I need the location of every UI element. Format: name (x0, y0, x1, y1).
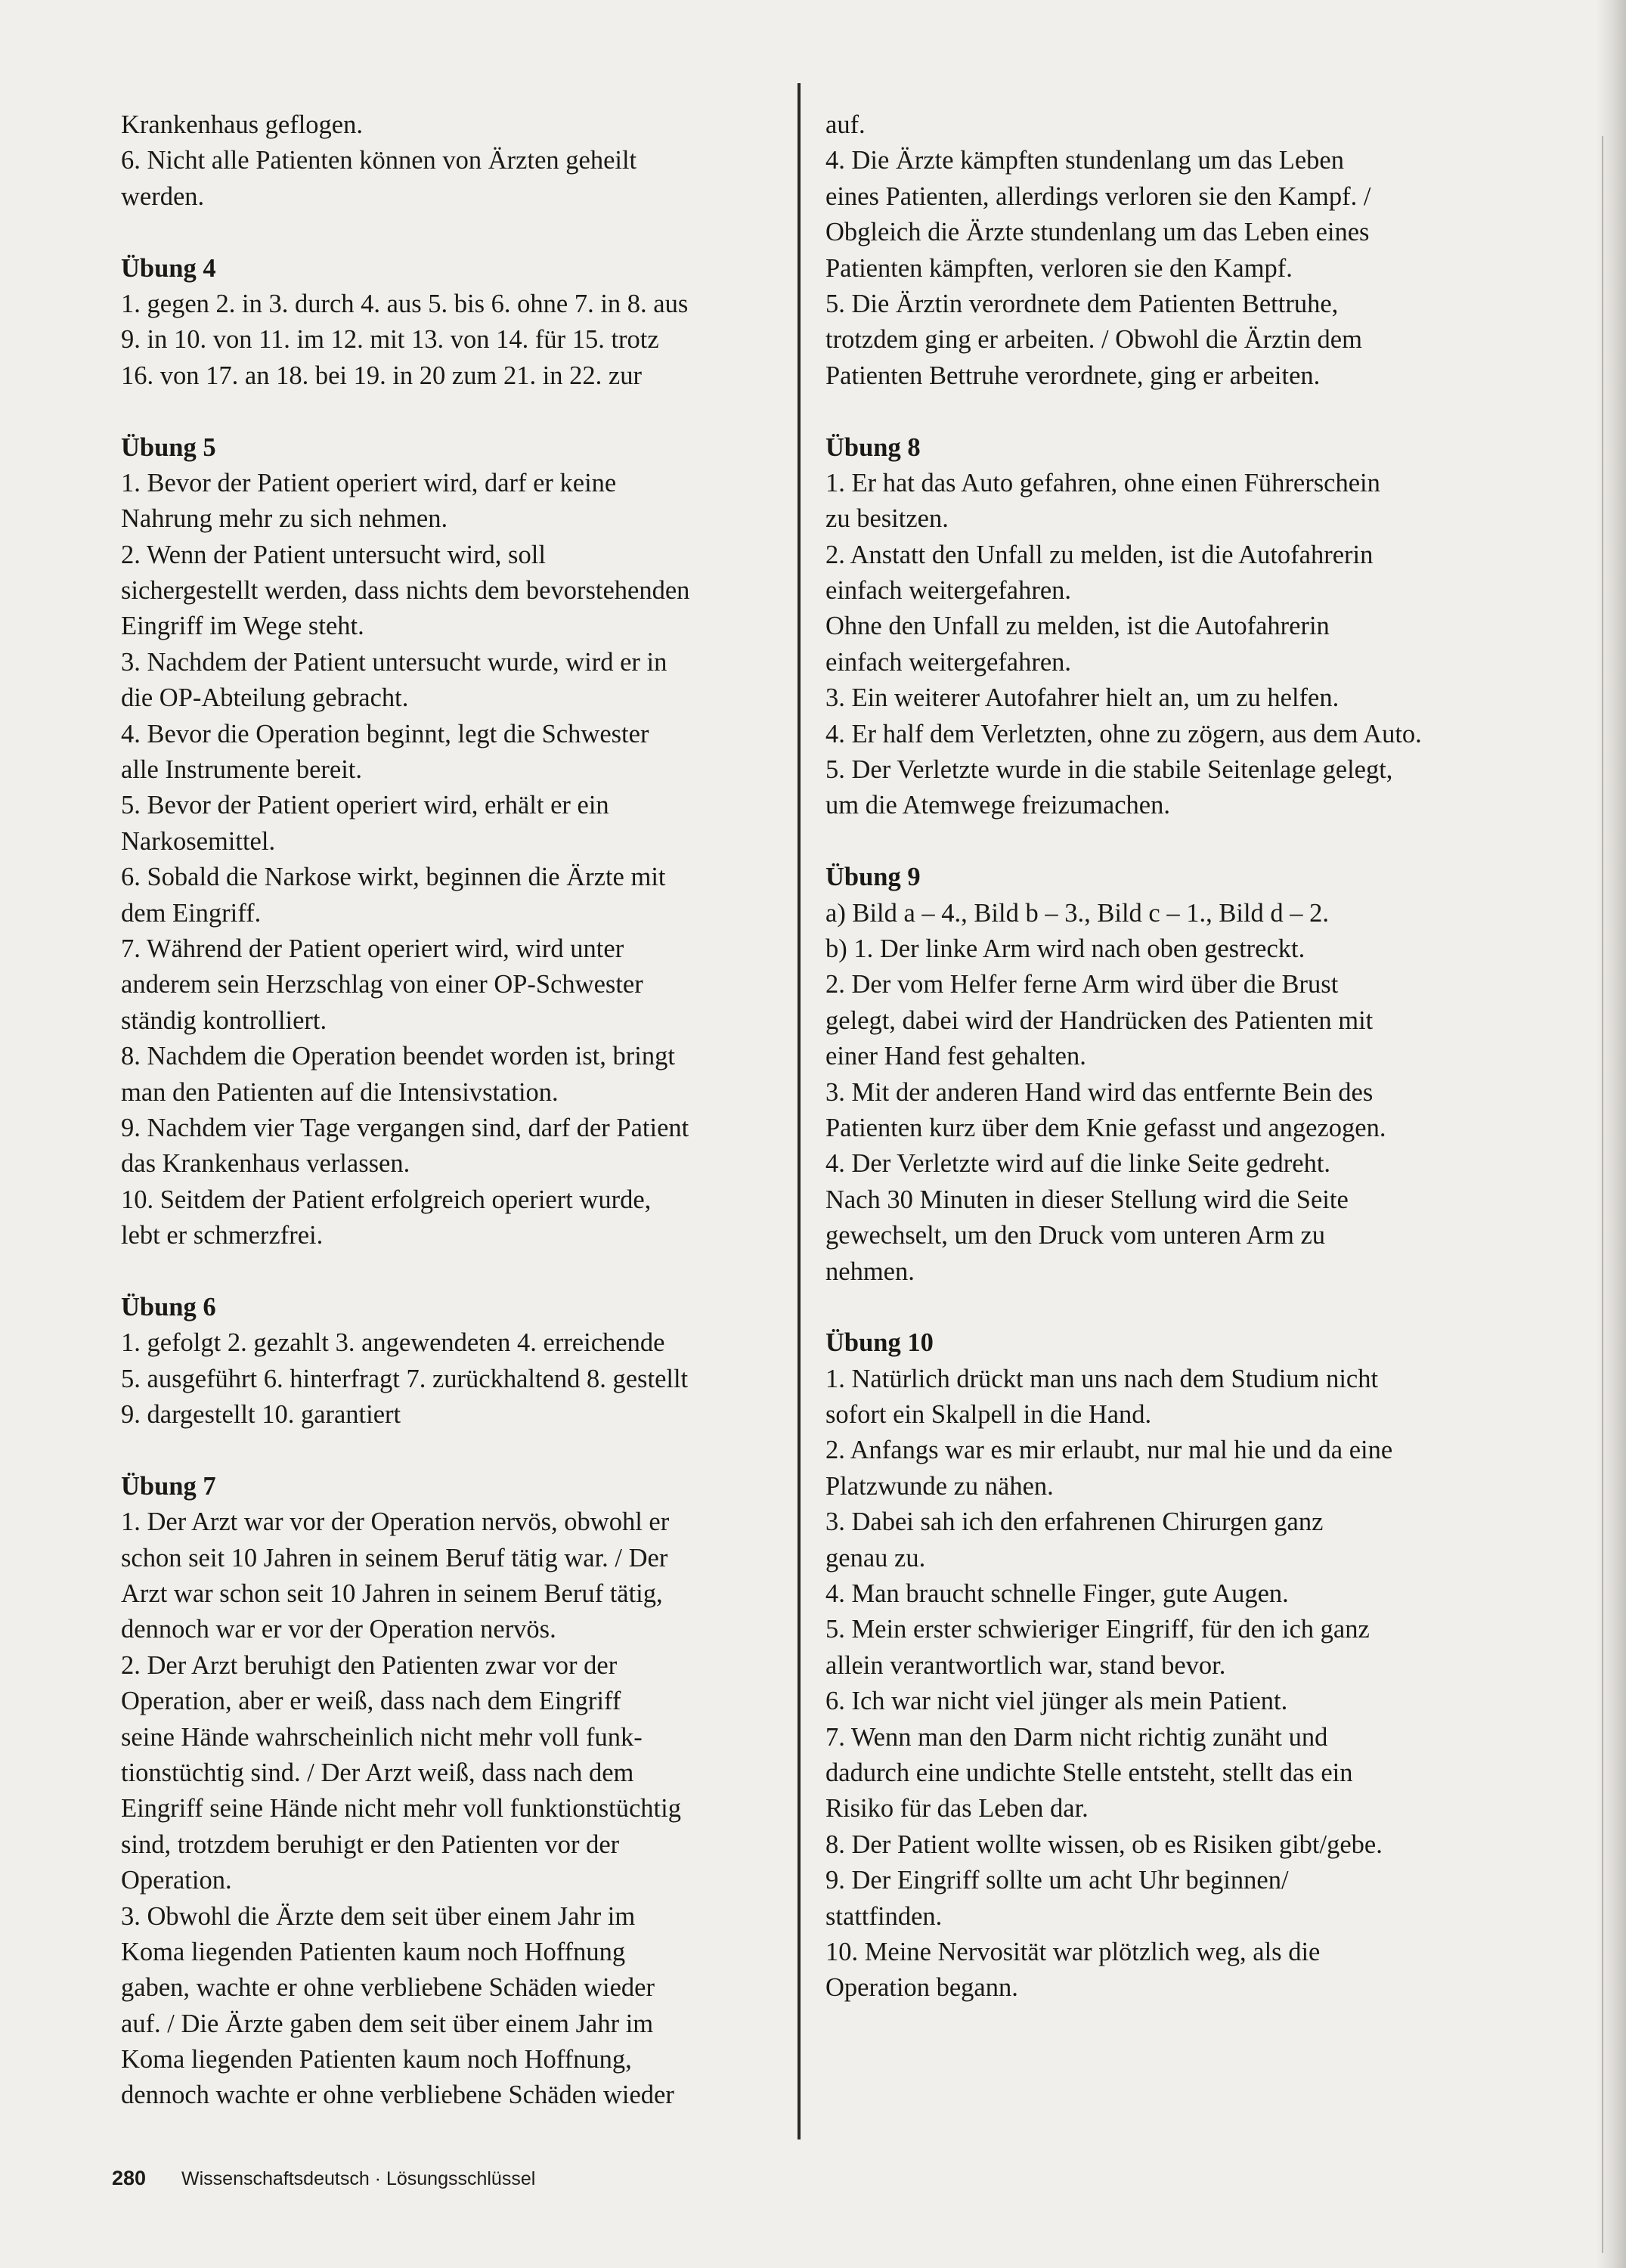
text-line: 2. Anstatt den Unfall zu melden, ist die Autofahrerin (825, 540, 1374, 569)
page-edge-shadow (1596, 0, 1626, 2268)
text-line: 8. Nachdem die Operation beendet worden ist, bringt (121, 1042, 675, 1071)
text-line: genau zu. (825, 1543, 926, 1572)
paragraph-gap (121, 394, 801, 429)
text-line: 6. Sobald die Narkose wirkt, beginnen die Ärzte mit (121, 863, 666, 892)
text-line: Arzt war schon seit 10 Jahren in seinem Beruf tätig, (121, 1579, 663, 1609)
text-line: zu besitzen. (825, 504, 949, 534)
text-line: Operation, aber er weiß, dass nach dem Eingriff (121, 1687, 621, 1716)
text-line: Nach 30 Minuten in dieser Stellung wird die Seite (825, 1185, 1349, 1214)
text-line: 9. in 10. von 11. im 12. mit 13. von 14. für 15. trotz (121, 325, 659, 355)
paragraph-gap (121, 1254, 801, 1290)
text-line: Nahrung mehr zu sich nehmen. (121, 504, 448, 534)
text-line: 3. Dabei sah ich den erfahrenen Chirurgen ganz (825, 1507, 1324, 1537)
text-line: alle Instrumente bereit. (121, 755, 362, 785)
text-line: gewechselt, um den Druck vom unteren Arm zu (825, 1221, 1326, 1250)
text-line: Platzwunde zu nähen. (825, 1471, 1054, 1501)
text-line: 7. Wenn man den Darm nicht richtig zunäht und (825, 1722, 1328, 1752)
text-line: Operation. (121, 1866, 232, 1895)
text-line: 1. Der Arzt war vor der Operation nervös, obwohl er (121, 1507, 670, 1537)
text-line: 2. Der vom Helfer ferne Arm wird über die Brust (825, 970, 1339, 999)
text-line: sichergestellt werden, dass nichts dem bevorstehenden (121, 576, 690, 606)
text-line: dennoch wachte er ohne verbliebene Schäden wieder (121, 2081, 674, 2110)
text-line: 6. Nicht alle Patienten können von Ärzten geheilt (121, 146, 637, 175)
text-line: 3. Ein weiterer Autofahrer hielt an, um zu helfen. (825, 683, 1340, 713)
right-column (825, 107, 1513, 2006)
text-line: dem Eingriff. (121, 898, 262, 928)
text-line: 2. Anfangs war es mir erlaubt, nur mal hie und da eine (825, 1436, 1393, 1465)
text-line: 5. ausgeführt 6. hinterfragt 7. zurückhaltend 8. gestellt (121, 1364, 689, 1393)
page-number: 280 (112, 2167, 147, 2189)
text-line: 9. Nachdem vier Tage vergangen sind, darf der Patient (121, 1113, 689, 1142)
text-line: b) 1. Der linke Arm wird nach oben gestreckt. (825, 934, 1305, 963)
text-line: Patienten kurz über dem Knie gefasst und angezogen. (825, 1113, 1386, 1142)
running-footer-title: Wissenschaftsdeutsch · Lösungsschlüssel (181, 2168, 536, 2189)
text-line: seine Hände wahrscheinlich nicht mehr voll funk- (121, 1722, 643, 1752)
text-line: 3. Mit der anderen Hand wird das entfernte Bein des (825, 1077, 1374, 1107)
text-line: auf. / Die Ärzte gaben dem seit über einem Jahr im (121, 2009, 654, 2038)
text-line: einfach weitergefahren. (825, 647, 1072, 677)
exercise-heading: Übung 5 (121, 432, 216, 462)
text-line: nehmen. (825, 1256, 915, 1286)
text-line: trotzdem ging er arbeiten. / Obwohl die Ärztin dem (825, 325, 1362, 355)
text-line: 4. Die Ärzte kämpften stundenlang um das Leben (825, 146, 1344, 175)
text-line: gaben, wachte er ohne verbliebene Schäden wieder (121, 1973, 655, 2003)
text-line: Eingriff im Wege steht. (121, 612, 364, 641)
text-line: einfach weitergefahren. (825, 576, 1072, 606)
text-line: dennoch war er vor der Operation nervös. (121, 1615, 556, 1644)
text-line: das Krankenhaus verlassen. (121, 1149, 410, 1179)
text-line: lebt er schmerzfrei. (121, 1221, 324, 1250)
text-line: sofort ein Skalpell in die Hand. (825, 1400, 1152, 1430)
text-line: Patienten kämpften, verloren sie den Kampf. (825, 253, 1293, 283)
exercise-heading: Übung 6 (121, 1292, 216, 1321)
text-line: 16. von 17. an 18. bei 19. in 20 zum 21. in 22. zur (121, 361, 642, 390)
text-line: 7. Während der Patient operiert wird, wird unter (121, 934, 624, 963)
text-line: schon seit 10 Jahren in seinem Beruf tätig war. / Der (121, 1543, 668, 1572)
paragraph-gap (121, 1433, 801, 1468)
text-line: um die Atemwege freizumachen. (825, 791, 1170, 820)
text-line: 4. Bevor die Operation beginnt, legt die Schwester (121, 719, 649, 748)
text-line: ständig kontrolliert. (121, 1005, 327, 1035)
text-line: 5. Bevor der Patient operiert wird, erhält er ein (121, 791, 609, 820)
text-line: a) Bild a – 4., Bild b – 3., Bild c – 1., Bild d – 2. (825, 898, 1330, 928)
text-line: die OP-Abteilung gebracht. (121, 683, 409, 713)
exercise-heading: Übung 7 (121, 1471, 216, 1501)
text-line: sind, trotzdem beruhigt er den Patienten vor der (121, 1830, 620, 1859)
text-line: 1. gefolgt 2. gezahlt 3. angewendeten 4. erreichende (121, 1328, 665, 1358)
text-line: anderem sein Herzschlag von einer OP-Schwester (121, 970, 643, 999)
text-line: Koma liegenden Patienten kaum noch Hoffnung (121, 1937, 626, 1966)
left-column (121, 107, 801, 2114)
text-line: Patienten Bettruhe verordnete, ging er arbeiten. (825, 361, 1321, 390)
text-line: man den Patienten auf die Intensivstation. (121, 1077, 559, 1107)
page-binding-line (1602, 136, 1603, 2253)
text-line: stattfinden. (825, 1901, 943, 1931)
text-line: 10. Meine Nervosität war plötzlich weg, als die (825, 1937, 1321, 1966)
text-line: Eingriff seine Hände nicht mehr voll funktionstüchtig (121, 1794, 681, 1823)
text-line: 9. dargestellt 10. garantiert (121, 1400, 401, 1430)
text-line: Obgleich die Ärzte stundenlang um das Leben eines (825, 218, 1370, 247)
text-line: gelegt, dabei wird der Handrücken des Patienten mit (825, 1005, 1374, 1035)
text-line: 1. Natürlich drückt man uns nach dem Studium nicht (825, 1364, 1379, 1393)
exercise-heading: Übung 9 (825, 863, 921, 892)
text-line: 5. Mein erster schwieriger Eingriff, für den ich ganz (825, 1615, 1370, 1644)
text-line: 5. Die Ärztin verordnete dem Patienten Bettruhe, (825, 289, 1339, 318)
text-line: Krankenhaus geflogen. (121, 110, 363, 139)
text-line: tionstüchtig sind. / Der Arzt weiß, dass nach dem (121, 1758, 634, 1787)
paragraph-gap (825, 1290, 1513, 1325)
text-line: Narkosemittel. (121, 826, 276, 856)
paragraph-gap (121, 215, 801, 250)
text-line: 9. Der Eingriff sollte um acht Uhr beginnen/ (825, 1866, 1289, 1895)
text-line: Risiko für das Leben dar. (825, 1794, 1089, 1823)
text-line: Operation begann. (825, 1973, 1018, 2003)
text-line: 4. Er half dem Verletzten, ohne zu zögern, aus dem Auto. (825, 719, 1422, 748)
exercise-heading: Übung 8 (825, 432, 921, 462)
text-line: 5. Der Verletzte wurde in die stabile Seitenlage gelegt, (825, 755, 1393, 785)
text-line: 1. Bevor der Patient operiert wird, darf er keine (121, 468, 617, 497)
text-line: eines Patienten, allerdings verloren sie den Kampf. / (825, 181, 1371, 211)
text-line: 2. Der Arzt beruhigt den Patienten zwar vor der (121, 1650, 618, 1680)
text-line: 4. Man braucht schnelle Finger, gute Augen. (825, 1579, 1289, 1609)
text-line: Koma liegenden Patienten kaum noch Hoffnung, (121, 2045, 632, 2074)
exercise-heading: Übung 10 (825, 1328, 934, 1358)
exercise-heading: Übung 4 (121, 253, 216, 283)
text-line: 6. Ich war nicht viel jünger als mein Patient. (825, 1687, 1288, 1716)
text-line: allein verantwortlich war, stand bevor. (825, 1650, 1226, 1680)
text-line: 2. Wenn der Patient untersucht wird, soll (121, 540, 546, 569)
text-line: 8. Der Patient wollte wissen, ob es Risiken gibt/gebe. (825, 1830, 1383, 1859)
text-line: 3. Obwohl die Ärzte dem seit über einem Jahr im (121, 1901, 636, 1931)
paragraph-gap (825, 394, 1513, 429)
text-line: werden. (121, 181, 205, 211)
page-footer (112, 2167, 535, 2190)
text-line: dadurch eine undichte Stelle entsteht, stellt das ein (825, 1758, 1353, 1787)
column-divider (798, 83, 801, 2139)
text-line: 4. Der Verletzte wird auf die linke Seite gedreht. (825, 1149, 1331, 1179)
text-line: einer Hand fest gehalten. (825, 1042, 1086, 1071)
text-line: 10. Seitdem der Patient erfolgreich operiert wurde, (121, 1185, 652, 1214)
text-line: auf. (825, 110, 866, 139)
paragraph-gap (825, 824, 1513, 860)
text-line: Ohne den Unfall zu melden, ist die Autofahrerin (825, 612, 1330, 641)
text-line: 1. Er hat das Auto gefahren, ohne einen Führerschein (825, 468, 1380, 497)
text-line: 3. Nachdem der Patient untersucht wurde, wird er in (121, 647, 667, 677)
text-line: 1. gegen 2. in 3. durch 4. aus 5. bis 6. ohne 7. in 8. aus (121, 289, 689, 318)
